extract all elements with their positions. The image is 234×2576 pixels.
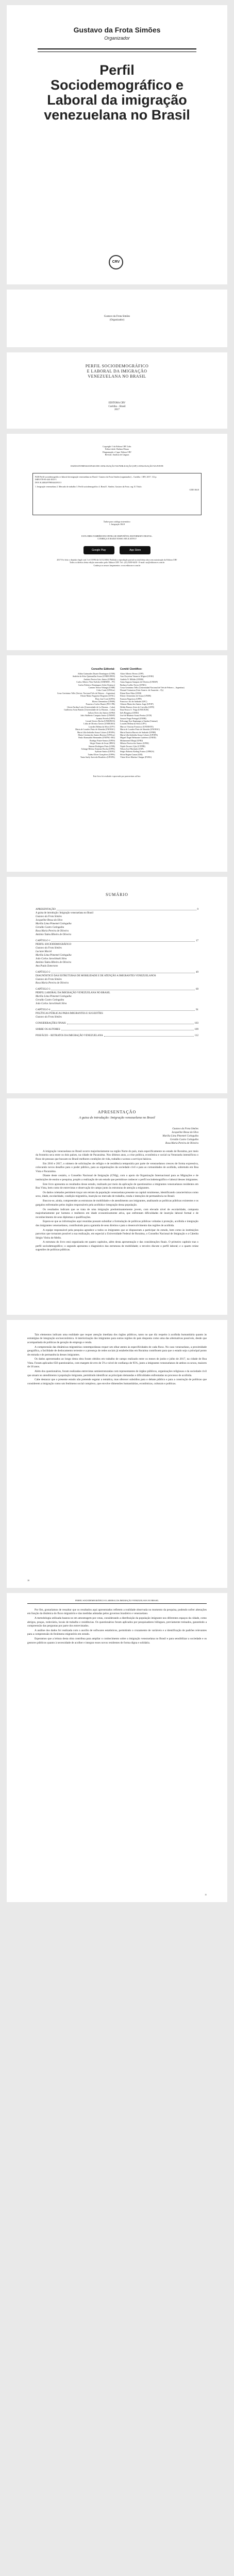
council-member: Jussara Fraga Portugal (UNEB) bbox=[120, 717, 146, 720]
council-member: Elizeu Clementino (UNEB) bbox=[92, 700, 115, 703]
council-member: Jailson Alves dos Santos (UFRJ) bbox=[88, 711, 115, 714]
site-link[interactable]: Conheça os nossos lançamentos: www.editoracrv.com.br bbox=[93, 564, 141, 567]
presentation-author: Jacqueline Bessa da Silva bbox=[171, 1131, 198, 1134]
presentation-author: Rosa Maria Pereira de Oliveira bbox=[165, 1142, 198, 1145]
presentation-subtitle: A guisa de introdução: Imigração venezuelana no Brasil bbox=[79, 1116, 155, 1120]
toc-author: Jacqueline Bessa da Silva bbox=[36, 919, 63, 922]
toc-author: Gustavo da Frota Simões bbox=[36, 916, 62, 918]
toc-label: CONSIDERAÇÕES FINAIS bbox=[36, 1022, 66, 1025]
council-member: Lourdes Helena da Silva (UFV) bbox=[120, 722, 147, 725]
doi: DOI 10.24824/978854441815.5 bbox=[35, 481, 62, 484]
cip-body: 1. Imigração venezuelana 2. Mercado de trabalho 3. Perfil sociodemográfico 4. Brasil I. Simões, Gustavo da Frota. org. II. Título. bbox=[35, 485, 142, 488]
digital-note: ESTA OBRA TAMBÉM ENCONTRA-SE DISPONÍVEL EM FORMATO DIGITAL. bbox=[81, 535, 153, 537]
catalog-title: DADOS INTERNACIONAIS DE CATALOGAÇÃO NA PUBLICAÇÃO (CIP) CATALOGAÇÃO NA FONTE bbox=[71, 465, 163, 467]
council-member: Eliane Rose Maio (UEM) bbox=[120, 691, 142, 694]
toc-author: Marília Lima Pimentel Cotinguiba bbox=[36, 995, 72, 998]
council-member: Kilwangy Kya Kapitango-a-Samba (Unemat) bbox=[120, 719, 158, 722]
council-member: Maria Cristina dos Santos Bezerra (UFSCar) bbox=[78, 733, 115, 736]
halftitle-author: Gustavo da Frota Simões bbox=[104, 315, 130, 318]
cover-author: Gustavo da Frota Simões bbox=[73, 26, 161, 34]
paragraph: Espera-se que as informações aqui reunidas possam subsidiar a formulação de políticas públicas voltadas à proteção, acolhida e integração dos imigrantes venezuelanos, contribuindo para a garantia de seus direitos e para o desenvolvimento das regiões de acolhida. bbox=[36, 1220, 198, 1227]
body-page-10 bbox=[7, 1320, 227, 1588]
title-line-1: PERFIL SOCIODEMOGRÁFICO bbox=[85, 364, 149, 368]
toc-author: Marília Lima Pimentel Cotinguiba bbox=[36, 923, 72, 925]
council-member: Leonel Severo Rocha (UNISINOS) bbox=[86, 719, 115, 722]
council-member: Élsio José Corá (UFFS) bbox=[95, 697, 115, 700]
cover-title: Perfil Sociodemográfico e Laboral da imigração venezuelana no Brasil bbox=[44, 62, 190, 123]
council-member: José de Ribamar Sousa Pereira (UCB) bbox=[120, 714, 152, 717]
cdd: CDD 304.8 bbox=[189, 488, 199, 491]
cover-page bbox=[7, 5, 227, 284]
table-of-contents bbox=[36, 908, 198, 1038]
council-member: Maria Eurácia Barreto de Andrade (UFRB) bbox=[120, 731, 156, 734]
toc-page: 91 bbox=[196, 1009, 198, 1011]
council-member: Mônica Pereira dos Santos (UFRJ) bbox=[120, 742, 149, 745]
council-member: Rodrigo Pratte-Santos (UFES) bbox=[90, 739, 115, 742]
toc-author: Gustavo da Frota Simões bbox=[36, 978, 62, 981]
paragraph: A análise dos dados foi realizada com o auxílio de softwares estatísticos, permitindo o cruzamento de variáveis e a identificação de padrões relevantes para a compreensão do fenômeno migratório em estudo. bbox=[27, 1629, 207, 1636]
paragraph: Por fim, gostaríamos de ressaltar que os resultados aqui apresentados refletem a realidade observada no momento da pesquisa, podendo sofrer alterações em função da dinâmica do fluxo migratório e das medidas adotadas pelos governos brasileiro e venezuelano. bbox=[27, 1608, 207, 1616]
toc-leader bbox=[51, 1010, 195, 1011]
paragraph: Buscou-se, ainda, compreender as estruturas de mobilidade e de atendimento aos imigrantes, analisando as políticas públicas existentes e os gargalos enfrentados pelos órgãos responsáveis pela acolhida e integração dessa população. bbox=[36, 1199, 198, 1207]
peer-review-note: Este livro foi avaliado e aprovado por pareceristas ad hoc. bbox=[93, 775, 141, 777]
council-member: Najela Tavares Ujiie (UTFPR) bbox=[120, 744, 145, 748]
google-play-button[interactable]: Google Play bbox=[83, 546, 114, 554]
paragraph: Além dos questionários, foram realizadas entrevistas semiestruturadas com representantes de órgãos públicos, organizações religiosas e da sociedade civil que atuam no atendimento à população imigrante, permitindo identificar as principais demandas e dificuldades enfrentadas no processo de acolhida. bbox=[27, 1370, 207, 1377]
publisher-logo-icon: CRV bbox=[109, 255, 123, 269]
colophon-page bbox=[7, 434, 227, 650]
download-note: CONHEÇA E BAIXE NOSSO APLICATIVO! bbox=[97, 537, 137, 540]
council-member: Nilson José Machado (USP) bbox=[120, 747, 144, 750]
council-member: Vânia Alves Martins Chaigar (FURG) bbox=[120, 756, 152, 759]
council-member: Sérgio Nunes de Jesus (IFRO) bbox=[90, 742, 115, 745]
toc-leader bbox=[51, 941, 195, 942]
council-member: Tadeu Oliver Gonçalves (UFPA) bbox=[88, 753, 115, 756]
scientific-council bbox=[120, 668, 208, 759]
toc-entry[interactable] bbox=[36, 1008, 198, 1012]
toc-author: Luciane Maciel bbox=[36, 951, 52, 953]
council-member: Míguel Ángel Belmonte Gutiérrez (UNED) bbox=[120, 736, 156, 739]
cip-box bbox=[32, 473, 202, 515]
council-member: Mohammed Elhajji (UFRJ) bbox=[120, 739, 143, 742]
council-member: Antônio Pereira Gaio Júnior (UFRRJ) bbox=[83, 677, 115, 681]
cover-top-rule bbox=[38, 48, 196, 49]
title-page bbox=[7, 352, 227, 429]
toc-entry[interactable] bbox=[36, 908, 198, 911]
toc-author: Antônio Tadeu Ribeiro de Oliveira bbox=[36, 961, 72, 964]
address-note: Todos os direitos desta edição reservados pela: Editora CRV. Tel.: (41) 3039-6418 - E-mail: sac@editoracrv.com.br bbox=[69, 561, 165, 564]
council-member: Aldira Guimarães Duarte Domínguez (UNB) bbox=[77, 672, 115, 675]
paragraph: Esperamos que a leitura desta obra contribua para ampliar o conhecimento sobre a imigração venezuelana no Brasil e para sensibilizar a sociedade e os gestores públicos quanto à necessidade de acolher e integrar esses novos residentes de forma digna e solidária. bbox=[27, 1637, 207, 1645]
council-member: Maria de Lourdes Pinto de Almeida (UNOESC) bbox=[120, 728, 160, 731]
presentation-page bbox=[7, 1098, 227, 1315]
toc-author: Geraldo Castro Cotinguiba bbox=[36, 999, 64, 1002]
paragraph: Os dados apresentados ao longo desta obra foram obtidos em trabalho de campo realizado entre os meses de junho e julho de 2017, na cidade de Boa Vista. Foram aplicados 650 questionários, com margem de erro de 5% e nível de confiança de 95%, junto a imigrantes venezuelanos de ambos os sexos, maiores de 18 anos. bbox=[27, 1358, 207, 1369]
toc-author: Ana Paula Zamorano bbox=[36, 965, 58, 968]
council-member: Elizeu Clementino de Souza (UNEB) bbox=[120, 694, 151, 698]
index-item: 1. Imigração 304.8 bbox=[109, 523, 125, 526]
toc-entry[interactable] bbox=[36, 1034, 198, 1038]
paragraph: A metodologia utilizada baseou-se em amostragem por cotas, considerando a distribuição da população imigrante nos diferentes espaços da cidade, como abrigos, praças, rodoviária, locais de trabalho e residências. Os questionários foram aplicados por pesquisadores bilíngues, previamente treinados, garantindo a compreensão das perguntas por parte dos entrevistados. bbox=[27, 1617, 207, 1628]
toc-author: Rosa Maria Pereira de Oliveira bbox=[36, 930, 69, 933]
toc-entry[interactable] bbox=[36, 939, 198, 943]
presentation-authors bbox=[162, 1127, 198, 1145]
toc-label: CAPÍTULO 3 bbox=[36, 988, 51, 991]
toc-entry[interactable] bbox=[36, 988, 198, 991]
presentation-author: Geraldo Castro Cotinguiba bbox=[170, 1139, 198, 1141]
isbn: ISBN 978-85-444-1815-5 bbox=[35, 478, 57, 481]
summary-page bbox=[7, 877, 227, 1093]
council-member: Solange Helena Ximenes-Rocha (UFPA) bbox=[81, 747, 115, 750]
toc-leader bbox=[104, 1036, 194, 1037]
council-member: Ilma Passos A. Veiga (UNICEUB) bbox=[120, 708, 149, 711]
council-member: Andréia da Silva Quintanilha Sousa (UNIR/UFRN) bbox=[72, 675, 115, 678]
council-member: Sérgio Roberto Kieling Franco (UFRGS) bbox=[120, 750, 154, 753]
presentation-author: Gustavo da Frota Simões bbox=[172, 1128, 198, 1130]
toc-label: POSFÁCIO – RETRATOS DA IMIGRAÇÃO VENEZUELANA bbox=[36, 1035, 103, 1037]
running-header: PERFIL SOCIODEMOGRÁFICO E LABORAL DA IMIGRAÇÃO VENEZUELANA NO BRASIL bbox=[75, 1599, 159, 1602]
page-11-body bbox=[27, 1608, 207, 1887]
paragraph: Os resultados indicam que se trata de uma imigração predominantemente jovem, com elevado nível de escolaridade, composta majoritariamente por homens e mulheres em idade economicamente ativa, que enfrentam dificuldades de inserção laboral formal e de reconhecimento de seus diplomas e qualificações. bbox=[36, 1208, 198, 1219]
toc-label: SOBRE OS AUTORES bbox=[36, 1028, 60, 1031]
council-member: Altair Alberto Fávero (UPF) bbox=[120, 672, 144, 675]
council-member: Gloria Fariñas León (Universidade de La Havana – Cuba) bbox=[67, 705, 115, 708]
halftitle-page bbox=[7, 290, 227, 347]
council-member: Celso Conti (UFSCar) bbox=[96, 689, 115, 692]
paragraph: Tais elementos indicam uma realidade que requer atenção imediata dos órgãos públicos, tanto no que diz respeito à acolhida humanitária quanto às estratégias de integração socioeconômica. A interiorização dos imigrantes para outras regiões do país desponta como uma das alternativas possíveis, desde que acompanhada de políticas de geração de emprego e renda. bbox=[27, 1333, 207, 1344]
publication-year: 2017 bbox=[114, 409, 120, 412]
paragraph: Este livro apresenta os resultados desse estudo, realizado por meio da aplicação de questionários a imigrantes venezuelanos residentes em Boa Vista, bem como de entrevistas e observação de campo junto às estruturas de atenção a migrantes. bbox=[36, 1182, 198, 1190]
halftitle-role: (Organizador) bbox=[109, 318, 125, 321]
toc-author: Geraldo Castro Cotinguiba bbox=[36, 926, 64, 929]
toc-entry[interactable] bbox=[36, 1022, 198, 1025]
paragraph: Diante deste cenário, o Conselho Nacional de Imigração (CNIg), com o apoio da Organização Internacional para as Migrações e de instituições de ensino e pesquisa, propôs a realização de um estudo que permitisse conhecer o perfil sociodemográfico e laboral desses imigrantes. bbox=[36, 1174, 198, 1181]
paragraph: Cabe destacar que o presente estudo não pretende esgotar a temática, mas oferecer subsídios para o debate público e para a construção de políticas que considerem a imigração como um fenômeno social complexo, que envolve dimensões humanitárias, econômicas, culturais e políticas. bbox=[27, 1378, 207, 1385]
council-member: Lídia de Oliveira Xavier (UNIEURO) bbox=[83, 722, 115, 725]
council-member: João Adalberto Campato Junior (UNESP) bbox=[80, 714, 115, 717]
toc-subtitle: POLÍTICAS PÚBLICAS PARA IMIGRANTES E SUGESTÕES bbox=[36, 1012, 103, 1015]
council-member: Francisco Ari de Andrade (UFC) bbox=[120, 700, 147, 703]
toc-author: João Carlos Jarochinski Silva bbox=[36, 1003, 67, 1005]
publisher-name: EDITORA CRV bbox=[108, 402, 126, 404]
council-member: Inês Bragança (UERJ) bbox=[120, 711, 139, 714]
toc-subtitle: A guisa de introdução: Imigração venezuelana no Brasil bbox=[36, 912, 94, 914]
toc-label: CAPÍTULO 2 bbox=[36, 971, 51, 974]
council-member: Sydione Santos (UEPG) bbox=[95, 750, 115, 753]
toc-author: Rosa Maria Pereira de Oliveira bbox=[36, 982, 69, 985]
toc-author: Gustavo da Frota Simões bbox=[36, 947, 62, 950]
toc-author: Antônio Tadeu Ribeiro de Oliveira bbox=[36, 934, 72, 936]
revision-line: Revisão: Analista de Línguas bbox=[105, 453, 129, 456]
council-member: Maria de Lourdes Pinto de Almeida (UNOESC) bbox=[75, 728, 115, 731]
toc-entry[interactable] bbox=[36, 1028, 198, 1031]
page-11-number: 11 bbox=[205, 1893, 207, 1896]
toc-label: CAPÍTULO 1 bbox=[36, 940, 51, 942]
council-member: Carlos Alberto Vilar Estêvão (UMINHO – PT) bbox=[76, 681, 115, 684]
toc-page: 103 bbox=[194, 1022, 198, 1025]
toc-entry[interactable] bbox=[36, 971, 198, 974]
editor-line: Editor-chefe: Railson Moura bbox=[105, 448, 129, 451]
paragraph: A equipe responsável pela pesquisa agradece a todos os imigrantes que se dispuseram a participar do estudo, bem como às instituições parceiras que tornaram possível a sua realização, em especial a Universidade Federal de Roraima, o Conselho Nacional de Imigração e a Cátedra Sérgio Vieira de Mello. bbox=[36, 1228, 198, 1240]
council-member: Anna Augusta Sampaio de Oliveira (UNESP) bbox=[120, 681, 158, 684]
paragraph: Os dados coletados permitem traçar um retrato da população venezuelana presente na capital roraimense, identificando características como sexo, idade, escolaridade, condição migratória, inserção no mercado de trabalho, renda e intenções de permanência no Brasil. bbox=[36, 1191, 198, 1198]
council-member: Carmen Tereza Velanga (UNIR) bbox=[88, 686, 115, 689]
toc-page: 49 bbox=[196, 971, 198, 974]
presentation-body bbox=[36, 1150, 198, 1303]
council-member: Barbara Coelho Neves (UFBA) bbox=[120, 683, 146, 686]
paragraph: A imigração venezuelana no Brasil ocorre majoritariamente na região Norte do país, mais especificamente no estado de Roraima, por meio da fronteira seca entre os dois países, na cidade de Pacaraima. Nos últimos anos, a crise política, econômica e social na Venezuela intensificou o fluxo de pessoas que buscam no Brasil melhores condições de vida, trabalho e acesso a serviços básicos. bbox=[36, 1150, 198, 1161]
council-member: Paulo Romualdo Hernandes (UNIFAL-MG) bbox=[78, 736, 115, 739]
council-member: Carlos Federico Dominguez Avila (Unieuro) bbox=[78, 683, 115, 686]
council-member: Maria Lília Imbiriba Sousa Colares (UFOPA) bbox=[77, 731, 115, 734]
header-divider bbox=[27, 1603, 207, 1604]
index-title: Índice para catálogo sistemático bbox=[104, 520, 130, 523]
diagram-line: Diagramação e Capa: Editora CRV bbox=[102, 450, 132, 453]
toc-page: 9 bbox=[197, 908, 198, 911]
council-member: Marcos Vinicius Francisco (UNOESTE) bbox=[120, 725, 154, 728]
council-member: Gláucia Maria dos Santos Jorge (UFOP) bbox=[120, 703, 154, 706]
cip-text: P438 Perfil sociodemográfico e laboral da imigração venezuelana no Brasil / Gustavo da Frota Simões (organizador) – Curitiba : CRV, 2017. 112 p. bbox=[35, 476, 157, 478]
toc-author: João Carlos Jarochinski Silva bbox=[36, 958, 67, 960]
paragraph: A compreensão das dinâmicas migratórias contemporâneas requer um olhar atento às especificidades de cada fluxo. No caso venezuelano, a proximidade geográfica, a facilidade de deslocamento terrestre e a presença de redes sociais já estabelecidas em Roraima contribuem para que o estado seja o principal ponto de entrada e de permanência desses imigrantes. bbox=[27, 1345, 207, 1357]
council-member: Cesar Gerónimo Tello (Univer. Nacional Três de Febrero – Argentina) bbox=[57, 691, 115, 694]
paragraph: A estrutura do livro está organizada em quatro capítulos, além desta apresentação e das considerações finais. O primeiro capítulo traz o perfil sociodemográfico; o segundo apresenta o diagnóstico das estruturas de mobilidade; o terceiro discute o perfil laboral; e o quarto reúne sugestões de políticas públicas. bbox=[36, 1241, 198, 1252]
body-page-11 bbox=[7, 1593, 227, 1902]
toc-page: 69 bbox=[196, 988, 198, 991]
rights-note: 2017 Foi feito o depósito legal conf. Lei 10.994 de 14/12/2004. Proibida a reprodução parcial ou total desta obra sem autorização da Editora CRV bbox=[57, 558, 177, 561]
toc-author: Marília Lima Pimentel Cotinguiba bbox=[36, 954, 72, 957]
copyright-line: Copyright © da Editora CRV Ltda. bbox=[103, 445, 131, 448]
toc-page: 17 bbox=[196, 940, 198, 942]
council-member: Cesar Gerónimo Tello (Universidad Nacional de Três de Febrero – Argentina) bbox=[120, 686, 185, 689]
presentation-heading: APRESENTAÇÃO bbox=[97, 1110, 137, 1114]
page-10-body bbox=[27, 1333, 207, 1570]
toc-page: 109 bbox=[194, 1028, 198, 1031]
toc-subtitle: PERFIL LABORAL DA IMIGRAÇÃO VENEZUELANA NO BRASIL bbox=[36, 992, 110, 994]
council-member: Simone Rodrigues Pinto (UNB) bbox=[88, 744, 115, 748]
toc-label: APRESENTAÇÃO bbox=[36, 908, 56, 911]
council-member: Elione Maria Nogueira Diogenes (UFAL) bbox=[80, 694, 115, 698]
toc-subtitle: PERFIL SOCIODEMOGRÁFICO bbox=[36, 943, 72, 946]
council-member: Lourdes Helena da Silva (UFV) bbox=[88, 725, 115, 728]
council-member: Andréia N. Militão (UEMS) bbox=[120, 677, 144, 681]
council-member: Fauston Negreiros (UFPI) bbox=[120, 697, 142, 700]
council-member: Silvia Regina Canan (URI) bbox=[120, 753, 143, 756]
scientific-council-title: Comitê Científico: bbox=[120, 668, 142, 671]
cover-role: Organizador bbox=[104, 36, 130, 41]
editorial-council bbox=[27, 668, 115, 759]
summary-heading: SUMÁRIO bbox=[106, 892, 128, 897]
council-member: Francisco Carlos Duarte (PUC-PR) bbox=[86, 703, 115, 706]
council-member: Ana Chrystina Venancio Mignot (UERJ) bbox=[120, 675, 154, 678]
app-store-button[interactable]: App Store bbox=[120, 546, 151, 554]
page-10-number: 10 bbox=[27, 1579, 29, 1582]
publisher-city: Curitiba – Brasil bbox=[108, 405, 126, 408]
toc-page: 112 bbox=[194, 1035, 198, 1037]
council-member: Maria Lília Imbiriba Sousa Colares (UFOPA) bbox=[120, 733, 158, 736]
council-member: Guillermo Arias Beatón (Universidade de La Havana – Cuba) bbox=[64, 708, 115, 711]
council-member: Diosnel Centurion (Univ Americ. de Asunción – Py) bbox=[120, 689, 163, 692]
council-member: Helder Buenos Aires de Carvalho (UFPI) bbox=[120, 705, 155, 708]
toc-label: CAPÍTULO 4 bbox=[36, 1009, 51, 1011]
council-member: Josania Portela (UFPI) bbox=[96, 717, 115, 720]
editorial-council-title: Conselho Editorial: bbox=[91, 668, 115, 671]
title-line-2: E LABORAL DA IMIGRAÇÃO bbox=[87, 369, 147, 374]
paragraph: Em 2016 e 2017, o número de solicitações de refúgio e de residência temporária por parte de venezuelanos cresceu de forma expressiva, colocando novos desafios para o poder público, para as organizações da sociedade civil e para as comunidades de acolhida, sobretudo em Boa Vista e Pacaraima. bbox=[36, 1162, 198, 1173]
toc-author: Gustavo da Frota Simões bbox=[36, 1016, 62, 1019]
council-member: Tania Suely Azevedo Brasileiro (UFOPA) bbox=[80, 756, 115, 759]
presentation-author: Marília Lima Pimentel Cotinguiba bbox=[162, 1135, 198, 1138]
title-line-3: VENEZUELANA NO BRASIL bbox=[88, 374, 146, 379]
councils-page bbox=[7, 655, 227, 872]
toc-subtitle: DIAGNÓSTICO DAS ESTRUTURAS DE MOBILIDADE E DE ATENÇÃO A IMIGRANTES VENEZUELANOS bbox=[36, 975, 156, 977]
